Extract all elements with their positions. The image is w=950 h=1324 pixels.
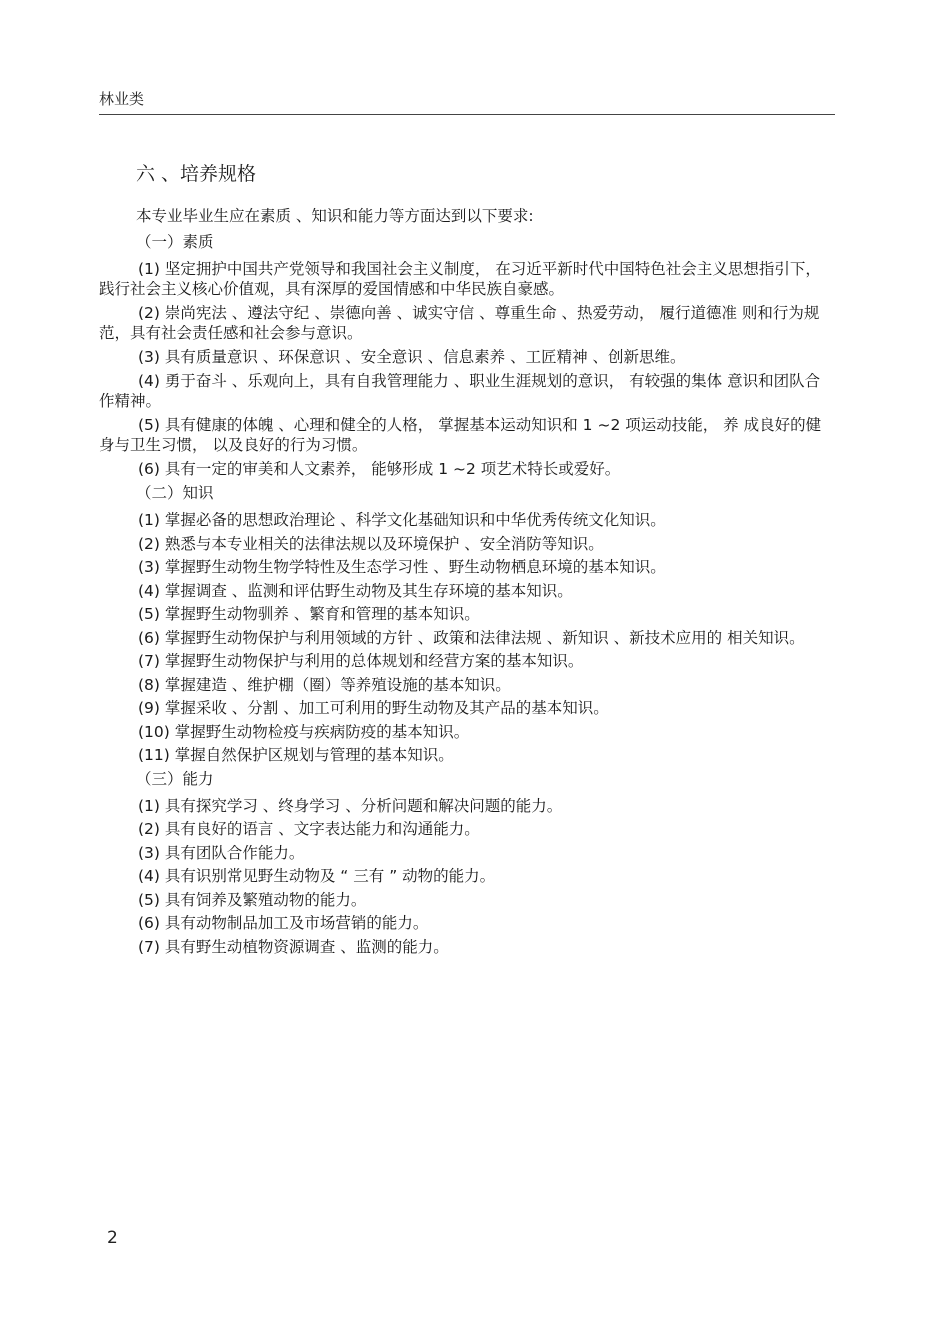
ability-heading: （三）能力 [136, 769, 214, 788]
knowledge-heading: （二）知识 [136, 484, 214, 502]
document-body [99, 160, 835, 960]
knowledge-item: (2) 熟悉与本专业相关的法律法规以及环境保护 、安全消防等知识。 [138, 534, 604, 553]
header-divider [99, 114, 835, 115]
page-number: 2 [107, 1228, 118, 1248]
ability-item: (7) 具有野生动植物资源调查 、监测的能力。 [138, 937, 449, 956]
knowledge-item: (6) 掌握野生动物保护与利用领域的方针 、政策和法律法规 、新知识 、新技术应用的 相关知识。 [138, 628, 805, 647]
running-header: 林业类 [99, 90, 145, 108]
knowledge-item: (9) 掌握采收 、分割 、加工可利用的野生动物及其产品的基本知识。 [138, 699, 609, 717]
quality-item: (1) 坚定拥护中国共产党领导和我国社会主义制度， 在习近平新时代中国特色社会主义思想指引下，践行社会主义核心价值观，具有深厚的爱国情感和中华民族自豪感。 [99, 260, 821, 298]
knowledge-item: (1) 掌握必备的思想政治理论 、科学文化基础知识和中华优秀传统文化知识。 [138, 511, 666, 529]
ability-item: (1) 具有探究学习 、终身学习 、分析问题和解决问题的能力。 [138, 796, 563, 815]
knowledge-item: (4) 掌握调查 、监测和评估野生动物及其生存环境的基本知识。 [138, 581, 573, 600]
quality-item: (2) 崇尚宪法 、遵法守纪 、崇德向善 、诚实守信 、尊重生命 、热爱劳动， 履行道德准 则和行为规范，具有社会责任感和社会参与意识。 [99, 304, 820, 342]
ability-item: (2) 具有良好的语言 、文字表达能力和沟通能力。 [138, 820, 480, 838]
knowledge-item: (5) 掌握野生动物驯养 、繁育和管理的基本知识。 [138, 605, 480, 623]
quality-item: (6) 具有一定的审美和人文素养， 能够形成 1 ~2 项艺术特长或爱好。 [138, 460, 621, 478]
knowledge-item: (10) 掌握野生动物检疫与疾病防疫的基本知识。 [138, 722, 470, 741]
knowledge-item: (11) 掌握自然保护区规划与管理的基本知识。 [138, 746, 454, 764]
ability-item: (3) 具有团队合作能力。 [138, 843, 305, 862]
quality-item: (5) 具有健康的体魄 、心理和健全的人格， 掌握基本运动知识和 1 ~2 项运动技能， 养 成良好的健身与卫生习惯， 以及良好的行为习惯。 [99, 416, 822, 454]
knowledge-item: (7) 掌握野生动物保护与利用的总体规划和经营方案的基本知识。 [138, 652, 584, 670]
intro-paragraph: 本专业毕业生应在素质 、知识和能力等方面达到以下要求: [136, 207, 534, 225]
knowledge-item: (8) 掌握建造 、维护棚（圈）等养殖设施的基本知识。 [138, 675, 511, 694]
quality-heading: （一）素质 [136, 233, 214, 251]
ability-item: (6) 具有动物制品加工及市场营销的能力。 [138, 914, 429, 932]
ability-item: (5) 具有饲养及繁殖动物的能力。 [138, 890, 367, 909]
quality-item: (3) 具有质量意识 、环保意识 、安全意识 、信息素养 、工匠精神 、创新思维。 [138, 348, 686, 366]
knowledge-item: (3) 掌握野生动物生物学特性及生态学习性 、野生动物栖息环境的基本知识。 [138, 558, 666, 576]
quality-item: (4) 勇于奋斗 、乐观向上，具有自我管理能力 、职业生涯规划的意识， 有较强的集体 意识和团队合作精神。 [99, 372, 821, 410]
section-title: 六 、培养规格 [136, 163, 257, 185]
ability-item: (4) 具有识别常见野生动物及 “ 三有 ” 动物的能力。 [138, 867, 496, 885]
